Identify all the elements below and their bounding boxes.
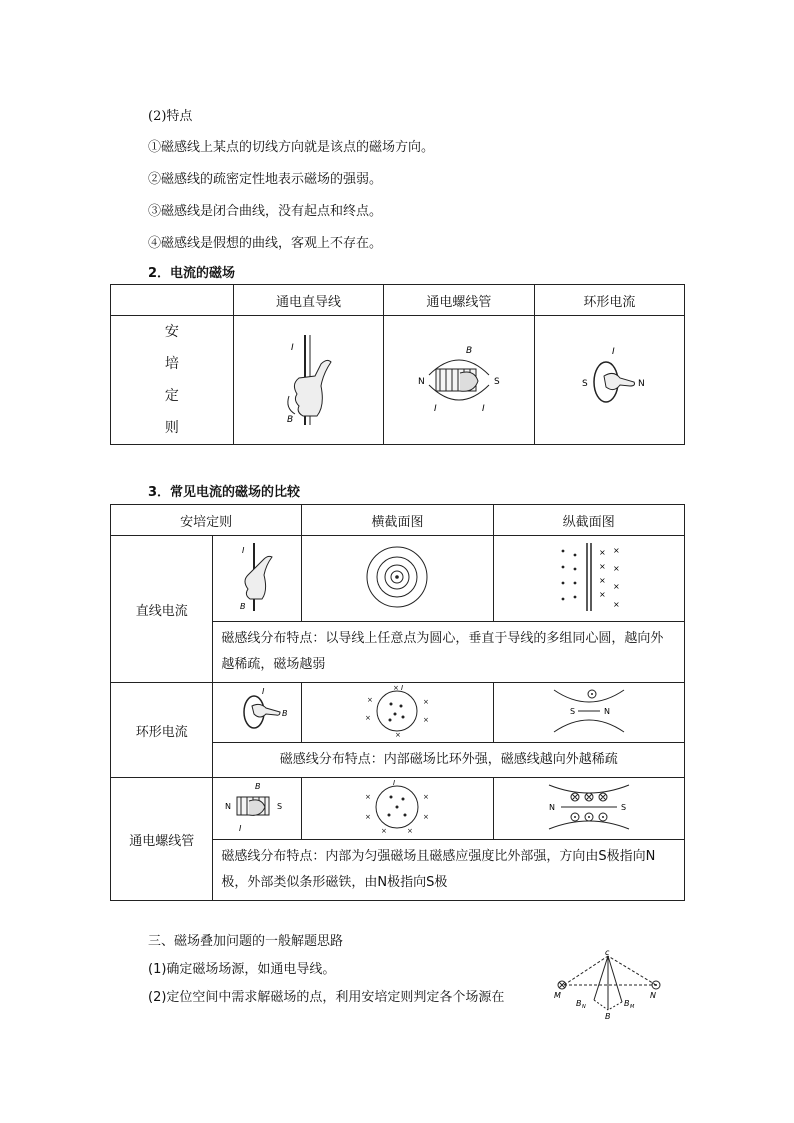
svg-text:×: × — [423, 792, 430, 801]
comparison-table — [110, 504, 685, 901]
section2-title: 2．电流的磁场 — [148, 266, 236, 281]
ring-note: 磁感线分布特点：内部磁场比环外强，磁感线越向外越稀疏 — [213, 743, 685, 778]
svg-text:×: × — [598, 547, 606, 557]
svg-text:×: × — [423, 812, 430, 821]
label-I-solcross: I — [393, 778, 396, 787]
current-field-table — [110, 284, 685, 445]
straight-cross-figure — [302, 536, 493, 622]
ring-hand-icon — [564, 340, 654, 420]
label-BN-sub: N — [582, 1004, 586, 1010]
ring-current-hand-figure — [534, 316, 684, 445]
label-I-ringcross: I — [401, 683, 404, 692]
label-N-solrule: N — [225, 801, 232, 811]
label-N-sollong: N — [548, 802, 555, 812]
header-ampere-rule: 安培定则 — [111, 505, 302, 536]
label-char-3: 定 — [164, 388, 179, 404]
row-name-ring: 环形电流 — [111, 683, 213, 778]
solenoid-rule-figure — [213, 778, 302, 840]
svg-text:×: × — [598, 575, 606, 585]
ring-rule-hand-icon — [222, 684, 292, 738]
label-S-solrule: S — [277, 801, 283, 811]
header-empty — [111, 285, 234, 316]
row-label-ampere-rule — [111, 316, 234, 445]
header-cross-section: 横截面图 — [302, 505, 493, 536]
straight-note: 磁感线分布特点：以导线上任意点为圆心，垂直于导线的多组同心圆，越向外越稀疏，磁场越弱 — [213, 622, 685, 683]
section-three-title: 三、磁场叠加问题的一般解题思路 — [148, 934, 344, 949]
svg-text:×: × — [365, 792, 372, 801]
svg-text:×: × — [393, 683, 400, 692]
label-N-ring: N — [638, 379, 646, 389]
solenoid-hand-icon — [404, 335, 514, 425]
label-B: B — [287, 415, 294, 425]
feature-item-3: ③磁感线是闭合曲线，没有起点和终点。 — [148, 204, 383, 219]
field-superposition-diagram — [550, 950, 670, 1020]
straight-hand-icon — [222, 539, 292, 615]
label-N: N — [417, 377, 425, 387]
straight-rule-figure — [213, 536, 302, 622]
solenoid-note: 磁感线分布特点：内部为匀强磁场且磁感应强度比外部强，方向由S极指向N极，外部类似条形磁铁，由N极指向S极 — [213, 840, 685, 901]
row-name-solenoid: 通电螺线管 — [111, 778, 213, 901]
label-I-right: I — [481, 404, 485, 414]
solenoid-cross-icon — [357, 779, 437, 835]
label-S-sollong: S — [620, 802, 626, 812]
svg-text:×: × — [381, 826, 388, 835]
ring-long-figure — [493, 683, 684, 743]
label-I-ring-s3: I — [262, 686, 265, 696]
section3-title: 3．常见电流的磁场的比较 — [148, 485, 301, 500]
svg-text:×: × — [612, 545, 620, 555]
label-N-ringlong: N — [603, 706, 610, 716]
svg-text:×: × — [395, 730, 402, 738]
label-BN: B — [576, 999, 582, 1008]
label-I-s3: I — [242, 545, 245, 555]
svg-text:×: × — [598, 589, 606, 599]
label-c: c — [605, 950, 610, 957]
feature-item-1: ①磁感线上某点的切线方向就是该点的磁场方向。 — [148, 140, 435, 155]
svg-text:×: × — [612, 599, 620, 609]
solenoid-long-figure — [493, 778, 684, 840]
svg-text:×: × — [367, 695, 374, 704]
ring-cross-icon — [357, 684, 437, 738]
header-solenoid: 通电螺线管 — [384, 285, 535, 316]
ring-rule-figure — [213, 683, 302, 743]
straight-wire-hand-figure — [233, 316, 383, 445]
label-I-ring: I — [612, 347, 615, 357]
label-B-solenoid: B — [465, 346, 473, 356]
svg-text:×: × — [612, 581, 620, 591]
label-S: S — [493, 377, 500, 387]
svg-text:×: × — [423, 697, 430, 706]
svg-text:×: × — [423, 715, 430, 724]
straight-long-figure — [493, 536, 684, 622]
feature-item-2: ②磁感线的疏密定性地表示磁场的强弱。 — [148, 172, 383, 187]
right-hand-wire-icon — [263, 330, 353, 430]
header-longitudinal-section: 纵截面图 — [493, 505, 684, 536]
label-char-4: 则 — [164, 420, 179, 436]
straight-longitudinal-icon — [549, 539, 629, 615]
row-name-straight: 直线电流 — [111, 536, 213, 683]
label-BM-sub: M — [630, 1004, 635, 1010]
label-char-2: 培 — [164, 356, 179, 372]
concentric-circles-icon — [357, 539, 437, 615]
step-2: (2)定位空间中需求解磁场的点，利用安培定则判定各个场源在 — [148, 990, 505, 1005]
solenoid-longitudinal-icon — [541, 779, 637, 835]
solenoid-rule-hand-icon — [219, 779, 295, 835]
label-BM: B — [624, 999, 630, 1008]
header-straight-wire: 通电直导线 — [233, 285, 383, 316]
label-M: M — [554, 991, 561, 1000]
svg-text:×: × — [598, 561, 606, 571]
label-I-left: I — [433, 404, 437, 414]
svg-text:×: × — [365, 812, 372, 821]
label-I-solrule: I — [239, 823, 242, 833]
label-B-solrule: B — [255, 781, 261, 791]
ring-longitudinal-icon — [544, 684, 634, 738]
label-B-s3: B — [240, 601, 246, 611]
step-1: (1)确定磁场场源，如通电导线。 — [148, 962, 336, 977]
label-I: I — [291, 343, 295, 353]
label-B-diagram: B — [605, 1012, 611, 1020]
svg-text:×: × — [407, 826, 414, 835]
label-N-diagram: N — [650, 991, 656, 1000]
solenoid-cross-figure — [302, 778, 493, 840]
label-S-ring: S — [582, 379, 589, 389]
solenoid-hand-figure — [384, 316, 535, 445]
label-S-ringlong: S — [569, 706, 575, 716]
feature-item-4: ④磁感线是假想的曲线，客观上不存在。 — [148, 236, 383, 251]
svg-text:×: × — [612, 563, 620, 573]
svg-text:×: × — [365, 713, 372, 722]
label-char-1: 安 — [164, 324, 179, 340]
header-ring-current: 环形电流 — [534, 285, 684, 316]
features-title: (2)特点 — [148, 109, 193, 124]
label-B-ring-s3: B — [282, 708, 288, 718]
ring-cross-figure — [302, 683, 493, 743]
